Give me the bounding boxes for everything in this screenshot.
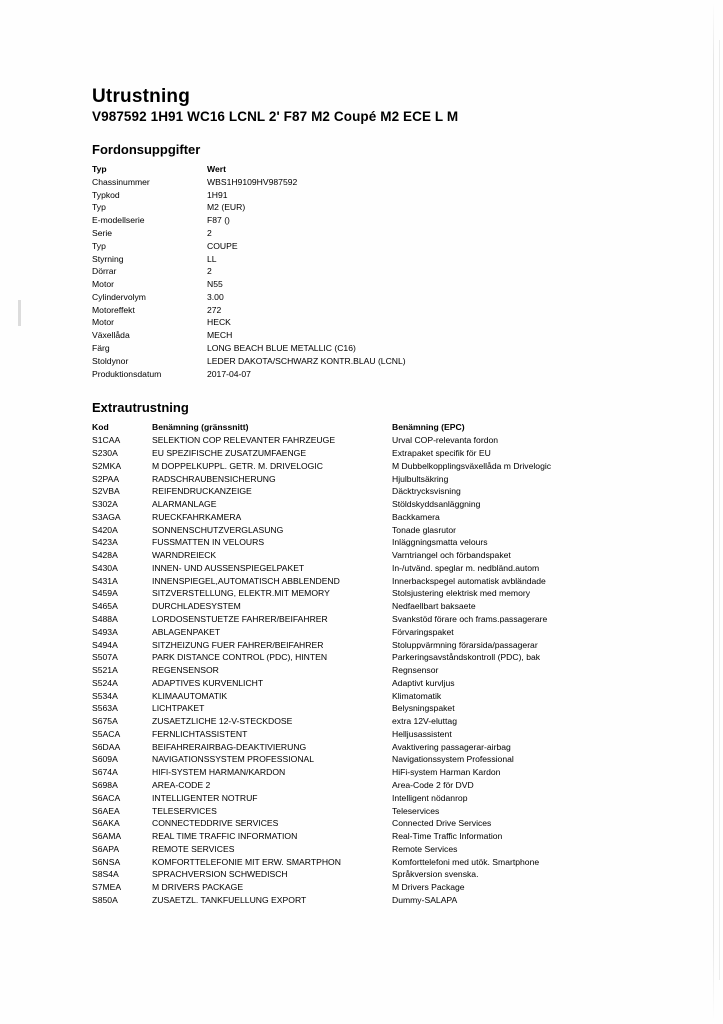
extras-row-kod: S459A (92, 588, 118, 599)
extras-row-benamning-epc: Intelligent nödanrop (392, 792, 468, 803)
extras-row-kod: S674A (92, 767, 118, 778)
table-row (92, 869, 652, 882)
extras-row-kod: S493A (92, 626, 118, 637)
extras-row-kod: S423A (92, 537, 118, 548)
table-row (92, 329, 512, 342)
extras-row-benamning-epc: M Dubbelkopplingsväxellåda m Drivelogic (392, 460, 552, 471)
table-row (92, 473, 652, 486)
extras-row-kod: S507A (92, 652, 118, 663)
vehicle-row-value: M2 (EUR) (207, 202, 246, 213)
table-row (92, 690, 652, 703)
vehicle-row-value: N55 (207, 279, 223, 290)
table-row (92, 779, 652, 792)
extras-row-benamning-epc: Real-Time Traffic Information (392, 831, 503, 842)
extras-row-benamning-de: HIFI-SYSTEM HARMAN/KARDON (152, 767, 286, 778)
page-subtitle: V987592 1H91 WC16 LCNL 2' F87 M2 Coupé M2 ECE L M (92, 109, 459, 124)
extras-row-benamning-de: KOMFORTTELEFONIE MIT ERW. SMARTPHON (152, 856, 341, 867)
extras-header-benamning-epc: Benämning (EPC) (392, 421, 465, 432)
extras-row-benamning-epc: Adaptivt kurvljus (392, 677, 455, 688)
vehicle-row-value: LL (207, 253, 217, 264)
page-title: Utrustning (92, 86, 191, 107)
vehicle-row-label: Stoldynor (92, 355, 129, 366)
extras-row-kod: S302A (92, 499, 118, 510)
extras-row-benamning-de: ALARMANLAGE (152, 499, 217, 510)
table-row (92, 894, 652, 907)
extras-row-benamning-epc: Däcktrycksvisning (392, 486, 461, 497)
extras-row-kod: S8S4A (92, 869, 119, 880)
extras-header-benamning-de: Benämning (gränssnitt) (152, 421, 249, 432)
extras-row-benamning-de: M DRIVERS PACKAGE (152, 882, 244, 893)
extras-row-benamning-de: NAVIGATIONSSYSTEM PROFESSIONAL (152, 754, 315, 765)
extras-row-kod: S428A (92, 550, 118, 561)
extras-row-benamning-de: SPRACHVERSION SCHWEDISCH (152, 869, 288, 880)
table-row (92, 715, 652, 728)
extras-row-benamning-epc: Stolsjustering elektrisk med memory (392, 588, 531, 599)
table-row (92, 291, 512, 304)
extras-row-benamning-de: ZUSAETZL. TANKFUELLUNG EXPORT (152, 894, 307, 905)
extras-row-kod: S230A (92, 448, 118, 459)
extras-row-benamning-epc: Backkamera (392, 511, 440, 522)
extras-row-benamning-de: INNEN- UND AUSSENSPIEGELPAKET (152, 562, 305, 573)
vehicle-header-type: Typ (92, 164, 107, 174)
table-row (92, 805, 652, 818)
extras-row-kod: S521A (92, 665, 118, 676)
extras-row-benamning-de: REAL TIME TRAFFIC INFORMATION (152, 831, 298, 842)
table-row (92, 511, 652, 524)
extras-row-benamning-de: ADAPTIVES KURVENLICHT (152, 677, 264, 688)
table-row (92, 537, 652, 550)
extras-row-benamning-epc: Varntriangel och förbandspaket (392, 550, 511, 561)
table-row (92, 664, 652, 677)
table-row (92, 677, 652, 690)
vehicle-row-label: Typ (92, 240, 106, 251)
extras-row-benamning-epc: Hjulbultsäkring (392, 473, 449, 484)
table-row (92, 486, 652, 499)
extras-section-heading: Extrautrustning (92, 399, 189, 415)
extras-row-benamning-epc: Teleservices (392, 805, 440, 816)
extras-row-benamning-de: REMOTE SERVICES (152, 843, 235, 854)
vehicle-row-value: COUPE (207, 240, 238, 251)
extras-row-benamning-de: LORDOSENSTUETZE FAHRER/BEIFAHRER (152, 614, 328, 625)
extras-row-benamning-epc: Stoluppvärmning förarsida/passagerar (392, 639, 538, 650)
extras-row-benamning-de: WARNDREIECK (152, 550, 217, 561)
table-row (92, 342, 512, 355)
table-row (92, 792, 652, 805)
table-row (92, 652, 652, 665)
extras-row-benamning-de: INTELLIGENTER NOTRUF (152, 792, 258, 803)
vehicle-row-value: LEDER DAKOTA/SCHWARZ KONTR.BLAU (LCNL) (207, 355, 406, 366)
table-row (92, 368, 512, 381)
table-row (92, 843, 652, 856)
vehicle-row-label: Dörrar (92, 266, 117, 277)
extras-row-kod: S488A (92, 614, 118, 625)
extras-row-benamning-de: RADSCHRAUBENSICHERUNG (152, 473, 276, 484)
vehicle-row-label: Cylindervolym (92, 291, 146, 302)
table-row (92, 639, 652, 652)
extras-row-benamning-epc: Tonade glasrutor (392, 524, 457, 535)
extras-row-kod: S6DAA (92, 741, 121, 752)
table-row (92, 189, 512, 202)
extras-row-kod: S420A (92, 524, 118, 535)
extras-row-benamning-de: FUSSMATTEN IN VELOURS (152, 537, 265, 548)
table-row (92, 227, 512, 240)
extras-row-kod: S2VBA (92, 486, 120, 497)
vehicle-row-label: Motoreffekt (92, 304, 135, 315)
vehicle-row-label: Styrning (92, 253, 124, 264)
extras-row-kod: S2MKA (92, 460, 122, 471)
table-row (92, 626, 652, 639)
extras-row-benamning-de: LICHTPAKET (152, 703, 205, 714)
extras-row-kod: S6APA (92, 843, 120, 854)
extras-row-benamning-epc: Remote Services (392, 843, 458, 854)
extras-row-benamning-epc: Språkversion svenska. (392, 869, 479, 880)
table-row (92, 524, 652, 537)
table-row (92, 265, 512, 278)
extras-row-benamning-de: ABLAGENPAKET (152, 626, 221, 637)
extras-row-benamning-epc: Inläggningsmatta velours (392, 537, 488, 548)
extras-row-benamning-epc: Avaktivering passagerar-airbag (392, 741, 511, 752)
extras-row-benamning-de: AREA-CODE 2 (152, 779, 211, 790)
extras-row-kod: S431A (92, 575, 118, 586)
extras-row-benamning-de: SITZHEIZUNG FUER FAHRER/BEIFAHRER (152, 639, 324, 650)
vehicle-row-value: 2 (207, 266, 212, 277)
extras-row-benamning-de: FERNLICHTASSISTENT (152, 728, 248, 739)
extras-row-kod: S524A (92, 677, 118, 688)
extras-row-benamning-epc: In-/utvänd. speglar m. nedbländ.autom (392, 562, 540, 573)
extras-row-benamning-de: REGENSENSOR (152, 665, 219, 676)
extras-row-benamning-de: SITZVERSTELLUNG, ELEKTR.MIT MEMORY (152, 588, 330, 599)
vehicle-row-label: Typkod (92, 189, 120, 200)
table-row (92, 176, 512, 189)
extras-row-kod: S1CAA (92, 435, 121, 446)
extras-row-benamning-epc: extra 12V-eluttag (392, 716, 457, 727)
extras-row-benamning-de: KLIMAAUTOMATIK (152, 690, 228, 701)
extras-row-benamning-epc: Svankstöd förare och frams.passagerare (392, 614, 548, 625)
table-row (92, 600, 652, 613)
extras-row-benamning-epc: M Drivers Package (392, 882, 465, 893)
vehicle-row-value: 1H91 (207, 189, 228, 200)
extras-row-kod: S3AGA (92, 511, 121, 522)
extras-row-benamning-epc: HiFi-system Harman Kardon (392, 767, 501, 778)
extras-row-benamning-de: M DOPPELKUPPL. GETR. M. DRIVELOGIC (152, 460, 323, 471)
table-row (92, 304, 512, 317)
extras-row-benamning-epc: Förvaringspaket (392, 626, 454, 637)
scan-artifact-right-secondary (719, 40, 720, 980)
extras-row-benamning-de: EU SPEZIFISCHE ZUSATZUMFAENGE (152, 448, 307, 459)
vehicle-row-label: Serie (92, 228, 113, 239)
vehicle-row-value: 3.00 (207, 291, 224, 302)
extras-row-kod: S698A (92, 779, 118, 790)
extras-row-kod: S7MEA (92, 882, 122, 893)
table-row (92, 856, 652, 869)
extras-row-benamning-epc: Stöldskyddsanläggning (392, 499, 481, 510)
vehicle-section-heading: Fordonsuppgifter (92, 142, 201, 157)
table-row (92, 240, 512, 253)
vehicle-row-value: LONG BEACH BLUE METALLIC (C16) (207, 343, 356, 354)
extras-row-benamning-epc: Helljusassistent (392, 728, 452, 739)
extras-row-benamning-epc: Belysningspaket (392, 703, 455, 714)
vehicle-row-label: Motor (92, 317, 114, 328)
extras-row-kod: S675A (92, 716, 118, 727)
vehicle-row-value: WBS1H9109HV987592 (207, 176, 298, 187)
vehicle-row-label: Produktionsdatum (92, 368, 162, 379)
table-header-row (92, 164, 512, 176)
extras-row-benamning-de: TELESERVICES (152, 805, 217, 816)
extras-row-benamning-de: SELEKTION COP RELEVANTER FAHRZEUGE (152, 435, 336, 446)
extras-row-benamning-epc: Urval COP-relevanta fordon (392, 435, 499, 446)
extras-row-benamning-epc: Area-Code 2 för DVD (392, 779, 474, 790)
document-content (92, 86, 652, 907)
vehicle-row-value: 2017-04-07 (207, 368, 251, 379)
extras-row-benamning-de: RUECKFAHRKAMERA (152, 511, 242, 522)
table-header-row (92, 422, 652, 435)
extras-row-benamning-epc: Dummy-SALAPA (392, 894, 458, 905)
extras-row-kod: S850A (92, 894, 118, 905)
vehicle-row-value: F87 () (207, 215, 230, 226)
extras-row-benamning-de: DURCHLADESYSTEM (152, 601, 241, 612)
extras-header-kod: Kod (92, 421, 109, 432)
table-row (92, 575, 652, 588)
extras-row-benamning-epc: Nedfaellbart baksaete (392, 601, 476, 612)
vehicle-header-value: Wert (207, 164, 226, 174)
table-row (92, 549, 652, 562)
scan-artifact-left (18, 300, 21, 326)
extras-row-kod: S6NSA (92, 856, 121, 867)
table-row (92, 754, 652, 767)
table-row (92, 830, 652, 843)
vehicle-data-table (92, 164, 512, 381)
extras-row-benamning-de: INNENSPIEGEL,AUTOMATISCH ABBLENDEND (152, 575, 340, 586)
table-row (92, 881, 652, 894)
table-row (92, 317, 512, 330)
extras-row-benamning-de: BEIFAHRERAIRBAG-DEAKTIVIERUNG (152, 741, 307, 752)
table-row (92, 588, 652, 601)
extras-row-kod: S609A (92, 754, 118, 765)
vehicle-row-label: Chassinummer (92, 176, 150, 187)
extras-row-benamning-epc: Navigationssystem Professional (392, 754, 514, 765)
table-row (92, 817, 652, 830)
vehicle-row-label: Typ (92, 202, 106, 213)
table-row (92, 447, 652, 460)
extras-row-benamning-de: SONNENSCHUTZVERGLASUNG (152, 524, 284, 535)
vehicle-row-value: MECH (207, 330, 233, 341)
table-row (92, 766, 652, 779)
table-row (92, 214, 512, 227)
extras-row-kod: S6ACA (92, 792, 121, 803)
table-row (92, 562, 652, 575)
table-row (92, 703, 652, 716)
extras-row-kod: S6AMA (92, 831, 122, 842)
extras-row-kod: S6AKA (92, 818, 120, 829)
extras-row-kod: S430A (92, 562, 118, 573)
extras-row-kod: S563A (92, 703, 118, 714)
extras-row-benamning-epc: Komforttelefoni med utök. Smartphone (392, 856, 540, 867)
extras-row-benamning-de: ZUSAETZLICHE 12-V-STECKDOSE (152, 716, 293, 727)
extras-row-benamning-epc: Klimatomatik (392, 690, 442, 701)
table-row (92, 613, 652, 626)
table-row (92, 741, 652, 754)
vehicle-row-label: Färg (92, 343, 110, 354)
table-row (92, 253, 512, 266)
extras-row-kod: S465A (92, 601, 118, 612)
extras-row-kod: S6AEA (92, 805, 120, 816)
extras-row-kod: S5ACA (92, 728, 121, 739)
vehicle-row-value: 2 (207, 228, 212, 239)
extras-row-benamning-epc: Parkeringsavståndskontroll (PDC), bak (392, 652, 541, 663)
extras-row-benamning-de: REIFENDRUCKANZEIGE (152, 486, 252, 497)
vehicle-row-label: Motor (92, 279, 114, 290)
vehicle-row-value: 272 (207, 304, 222, 315)
extras-row-benamning-de: CONNECTEDDRIVE SERVICES (152, 818, 279, 829)
extras-row-benamning-epc: Extrapaket specifik för EU (392, 448, 491, 459)
scan-artifact-right (713, 0, 714, 1024)
extras-row-benamning-epc: Regnsensor (392, 665, 439, 676)
extras-row-kod: S494A (92, 639, 118, 650)
extras-row-benamning-epc: Connected Drive Services (392, 818, 492, 829)
table-row (92, 460, 652, 473)
extras-row-kod: S2PAA (92, 473, 120, 484)
extras-row-kod: S534A (92, 690, 118, 701)
table-row (92, 202, 512, 215)
extras-table (92, 422, 652, 907)
extras-row-benamning-de: PARK DISTANCE CONTROL (PDC), HINTEN (152, 652, 328, 663)
table-row (92, 355, 512, 368)
table-row (92, 435, 652, 448)
table-row (92, 278, 512, 291)
vehicle-row-value: HECK (207, 317, 231, 328)
vehicle-row-label: E-modellserie (92, 215, 145, 226)
table-row (92, 728, 652, 741)
extras-row-benamning-epc: Innerbackspegel automatisk avbländade (392, 575, 546, 586)
table-row (92, 498, 652, 511)
vehicle-row-label: Växellåda (92, 330, 130, 341)
